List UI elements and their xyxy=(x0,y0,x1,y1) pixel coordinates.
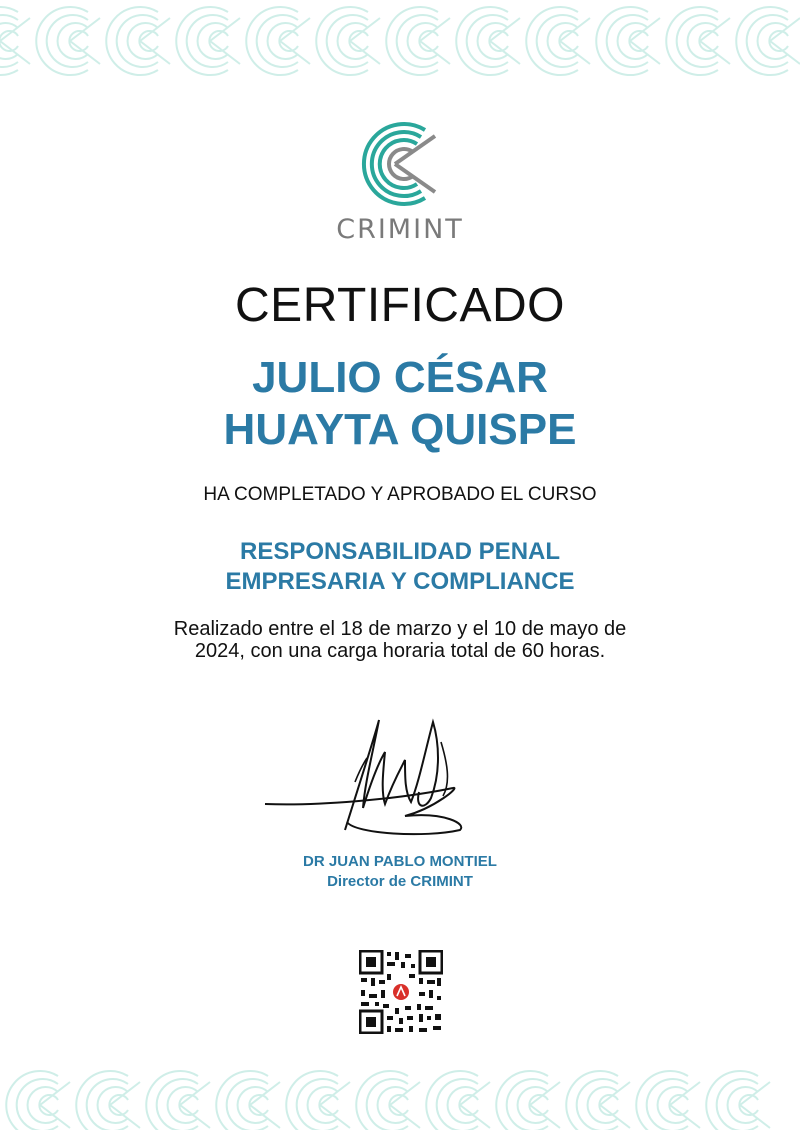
decorative-pattern-icon xyxy=(0,1052,800,1130)
course-title-first-line: RESPONSABILIDAD PENAL xyxy=(239,538,561,565)
recipient-first-line: JULIO CÉSAR xyxy=(252,353,548,402)
signatory-name: DR JUAN PABLO MONTIEL xyxy=(303,853,497,870)
signatory xyxy=(0,852,800,892)
course-details-second-line: 2024, con una carga horaria total de 60 horas. xyxy=(194,640,606,662)
logo xyxy=(0,118,800,215)
brand-name: CRIMINT xyxy=(336,214,464,245)
signatory-title: Director de CRIMINT xyxy=(327,873,473,890)
signature-icon xyxy=(255,712,485,842)
decorative-pattern-icon xyxy=(0,0,800,82)
course-title-second-line: EMPRESARIA Y COMPLIANCE xyxy=(225,568,575,595)
crimint-logo-icon xyxy=(357,118,443,210)
recipient-second-line: HUAYTA QUISPE xyxy=(223,405,577,454)
course-details xyxy=(140,618,660,662)
recipient-name xyxy=(0,352,800,456)
course-title xyxy=(0,537,800,597)
course-details-first-line: Realizado entre el 18 de marzo y el 10 de mayo de xyxy=(173,618,627,640)
certificate-heading: CERTIFICADO xyxy=(235,279,565,332)
completion-statement: HA COMPLETADO Y APROBADO EL CURSO xyxy=(203,484,597,505)
qr-code-icon xyxy=(359,950,443,1034)
